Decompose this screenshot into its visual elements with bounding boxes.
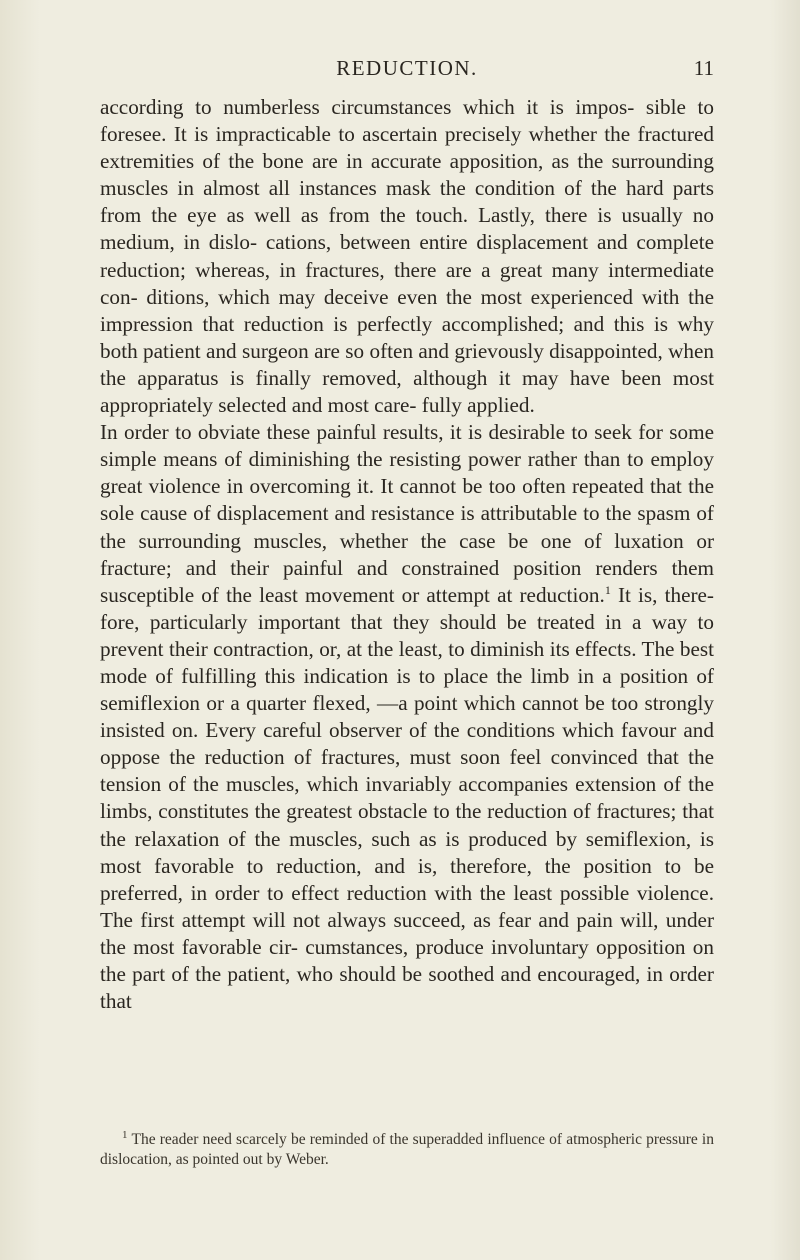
page-header	[100, 56, 714, 84]
body-text	[100, 94, 714, 1015]
footnote-reference: 1	[604, 582, 611, 597]
page-number: 11	[693, 56, 714, 80]
footnote-text: The reader need scarcely be reminded of the superadded influence of atmospheric pressure in dislocation, as pointed out by Weber.	[100, 1131, 714, 1168]
paragraph-2	[100, 419, 714, 1015]
paragraph-1: according to numberless circumstances which it is impos- sible to foresee. It is impracticable to ascertain precisely whether the fractured extremities of the bone are in accurate apposition, as the surrounding muscles in almost all instances mask the condition of the hard parts from the eye as well as from the touch. Lastly, there is usually no medium, in dislo- cations, between entire displacement and complete reduction; whereas, in fractures, there are a great many intermediate con- ditions, which may deceive even the most experienced with the impression that reduction is perfectly accomplished; and this is why both patient and surgeon are so often and grievously disappointed, when the apparatus is finally removed, although it may have been most appropriately selected and most care- fully applied.	[100, 95, 714, 418]
paragraph-2-text-b: It is, there- fore, particularly important that they should be treated in a way to prevent their contraction, or, at the least, to diminish its effects. The best mode of fulfilling this indication is to place the limb in a position of semiflexion or a quarter flexed, —a point which cannot be too strongly insisted on. Every careful observer of the conditions which favour and oppose the reduction of fractures, must soon feel convinced that the tension of the muscles, which invariably accompanies extension of the limbs, constitutes the greatest obstacle to the reduction of fractures; that the relaxation of the muscles, such as is produced by semiflexion, is most favorable to reduction, and is, therefore, the position to be preferred, in order to effect reduction with the least possible violence. The first attempt will not always succeed, as fear and pain will, under the most favorable cir- cumstances, produce involuntary opposition on the part of the patient, who should be soothed and encouraged, in order that	[100, 582, 714, 1014]
running-head: REDUCTION.	[336, 56, 478, 80]
footnotes	[100, 1130, 714, 1170]
footnote	[100, 1130, 714, 1170]
paragraph-2-text-a: In order to obviate these painful results, it is desirable to seek for some simple means of diminishing the resisting power rather than to employ great violence in overcoming it. It cannot be too often repeated that the sole cause of displacement and resistance is attributable to the spasm of the surrounding muscles, whether the case be one of luxation or fracture; and their painful and constrained position renders them susceptible of the least movement or attempt at reduction.	[100, 420, 714, 607]
footnote-mark: 1	[122, 1128, 128, 1141]
